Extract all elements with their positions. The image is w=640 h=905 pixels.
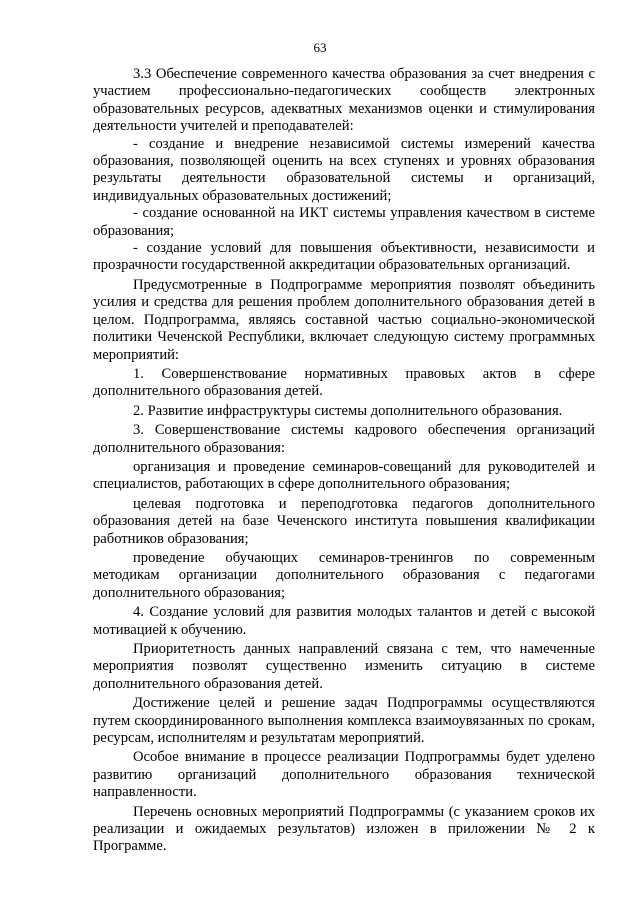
paragraph: проведение обучающих семинаров-тренингов по современным методикам организации дополнительного образования с педагогами дополнительного образования; [93, 549, 595, 601]
paragraph: Достижение целей и решение задач Подпрограммы осуществляются путем скоординированного выполнения комплекса взаимоувязанных по срокам, ресурсам, исполнителям и результатам мероприятий. [93, 695, 595, 747]
paragraph: Перечень основных мероприятий Подпрограммы (с указанием сроков их реализации и ожидаемых результатов) изложен в приложении № 2 к Программе. [93, 803, 595, 855]
paragraph: 3. Совершенствование системы кадрового обеспечения организаций дополнительного образования: [93, 422, 595, 456]
paragraph: 4. Создание условий для развития молодых талантов и детей с высокой мотивацией к обучению. [93, 604, 595, 638]
paragraph: - создание и внедрение независимой системы измерений качества образования, позволяющей оценить на всех ступенях и уровнях образования результаты деятельности образовательной системы и организаций, индивидуальных образовательных достижений; [93, 135, 595, 204]
paragraph: 3.3 Обеспечение современного качества образования за счет внедрения с участием профессионально-педагогических сообществ электронных образовательных ресурсов, адекватных механизмов оценки и стимулирования деятельности учителей и преподавателей: [93, 66, 595, 135]
page-number: 63 [313, 40, 327, 55]
paragraph: Особое внимание в процессе реализации Подпрограммы будет уделено развитию организаций дополнительного образования технической направленности. [93, 749, 595, 801]
paragraph: целевая подготовка и переподготовка педагогов дополнительного образования детей на базе Чеченского института повышения квалификации работников образования; [93, 495, 595, 547]
paragraph: 2. Развитие инфраструктуры системы дополнительного образования. [133, 402, 563, 419]
paragraph: 1. Совершенствование нормативных правовых актов в сфере дополнительного образования детей. [93, 365, 595, 400]
paragraph: Предусмотренные в Подпрограмме мероприятия позволят объединить усилия и средства для решения проблем дополнительного образования детей в целом. Подпрограмма, являясь составной частью социально-экономической политики Чеченской Республики, включает следующую систему программных мероприятий: [93, 276, 595, 363]
paragraph: - создание условий для повышения объективности, независимости и прозрачности государственной аккредитации образовательных организаций. [93, 240, 595, 274]
paragraph: Приоритетность данных направлений связана с тем, что намеченные мероприятия позволят существенно изменить ситуацию в системе дополнительного образования детей. [93, 641, 595, 692]
paragraph: организация и проведение семинаров-совещаний для руководителей и специалистов, работающих в сфере дополнительного образования; [93, 458, 595, 493]
paragraph: - создание основанной на ИКТ системы управления качеством в системе образования; [93, 205, 595, 239]
document-body [93, 66, 595, 856]
